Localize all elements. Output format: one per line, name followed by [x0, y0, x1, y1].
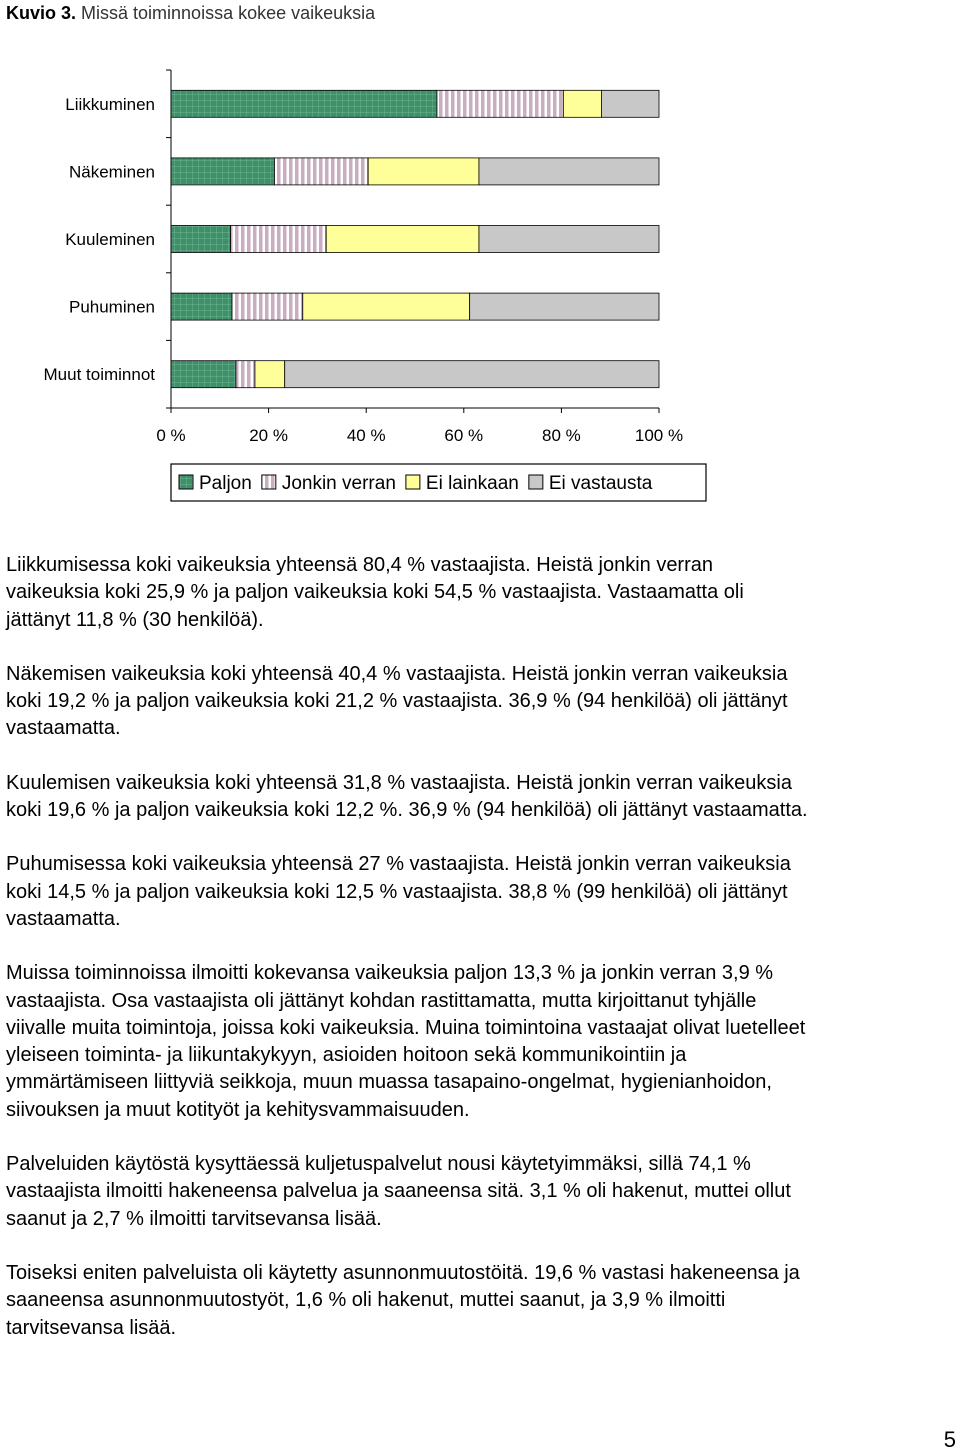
category-label: Muut toiminnot [43, 365, 155, 385]
x-tick-label: 20 % [249, 426, 288, 445]
text-line: vastaajista. Osa vastaajista oli jättänyt kohdan rastittamatta, mutta kirjoittanut tyhjälle [6, 989, 757, 1012]
legend-swatch [262, 475, 276, 489]
paragraph [6, 851, 956, 933]
text-line: Puhumisessa koki vaikeuksia yhteensä 27 % vastaajista. Heistä jonkin verran vaikeuksia [6, 853, 791, 876]
text-line: vastaamatta. [6, 907, 121, 930]
bar-segment [232, 293, 303, 320]
text-line: koki 19,6 % ja paljon vaikeuksia koki 12,2 %. 36,9 % (94 henkilöä) oli jättänyt vastaamatta. [6, 799, 808, 822]
bar-segment [479, 226, 659, 253]
bar-segment [255, 361, 285, 388]
text-line: jättänyt 11,8 % (30 henkilöä). [6, 608, 264, 631]
text-line: Liikkumisessa koki vaikeuksia yhteensä 80,4 % vastaajista. Heistä jonkin verran [6, 554, 714, 576]
text-line: Palveluiden käytöstä kysyttäessä kuljetuspalvelut nousi käytetyimmäksi, sillä 74,1 % [6, 1153, 751, 1176]
category-label: Puhuminen [68, 297, 155, 317]
chart-bars [171, 90, 659, 387]
x-tick-label: 0 % [156, 426, 186, 445]
bar-segment [326, 226, 479, 253]
bar-segment [171, 293, 232, 320]
category-label: Näkeminen [69, 162, 155, 182]
x-tick-label: 80 % [542, 426, 581, 445]
figure-title: Missä toiminnoissa kokee vaikeuksia [81, 3, 376, 23]
bar-segment [601, 90, 659, 117]
legend-label: Ei vastausta [548, 473, 653, 494]
legend-swatch [179, 475, 193, 489]
legend-label: Paljon [199, 473, 252, 494]
x-tick-label: 60 % [444, 426, 484, 445]
bar-segment [171, 90, 437, 117]
figure-caption [6, 3, 375, 24]
text-line: vaikeuksia koki 25,9 % ja paljon vaikeuksia koki 54,5 % vastaajista. Vastaamatta oli [6, 581, 744, 604]
paragraph [6, 1151, 956, 1233]
legend-label: Ei lainkaan [425, 473, 519, 494]
chart-legend [171, 464, 706, 501]
bar-segment [236, 361, 255, 388]
figure-label: Kuvio 3. [6, 3, 77, 23]
paragraph [6, 661, 956, 743]
text-line: Toiseksi eniten palveluista oli käytetty asunnonmuutostöitä. 19,6 % vastasi hakeneensa ja [6, 1261, 800, 1284]
bar-segment [231, 226, 327, 253]
bar-segment [470, 293, 659, 320]
x-tick-label: 40 % [346, 426, 386, 445]
bar-segment [274, 158, 368, 185]
text-line: saanut ja 2,7 % ilmoitti tarvitsevansa lisää. [6, 1207, 382, 1230]
bar-segment [285, 361, 659, 388]
paragraph [6, 1260, 956, 1342]
text-line: vastaajista ilmoitti hakeneensa palvelua ja saaneensa sitä. 3,1 % oli hakenut, muttei ollut [6, 1180, 791, 1203]
stacked-bar-chart [0, 40, 720, 510]
bar-segment [563, 90, 601, 117]
text-line: siivouksen ja muut kotityöt ja kehitysvammaisuuden. [6, 1098, 470, 1121]
chart-labels [44, 95, 684, 445]
bar-segment [479, 158, 659, 185]
legend-label: Jonkin verran [281, 473, 396, 494]
text-line: Muissa toiminnoissa ilmoitti kokevansa vaikeuksia paljon 13,3 % ja jonkin verran 3,9 % [6, 962, 774, 985]
bar-segment [171, 158, 274, 185]
text-line: ymmärtämiseen liittyviä seikkoja, muun muassa tasapaino-ongelmat, hygienianhoidon, [6, 1071, 772, 1094]
text-line: tarvitsevansa lisää. [6, 1316, 177, 1339]
text-line: Näkemisen vaikeuksia koki yhteensä 40,4 % vastaajista. Heistä jonkin verran vaikeuksia [6, 662, 788, 685]
bar-segment [368, 158, 479, 185]
legend-swatch [529, 475, 543, 489]
text-line: Kuulemisen vaikeuksia koki yhteensä 31,8 % vastaajista. Heistä jonkin verran vaikeuksia [6, 771, 792, 794]
category-label: Kuuleminen [65, 230, 155, 249]
text-line: viivalle muita toimintoja, joissa koki vaikeuksia. Muina toimintoina vastaajat olivat luetelleet [6, 1016, 806, 1039]
bar-segment [171, 361, 236, 388]
bar-segment [171, 226, 231, 253]
bar-segment [437, 90, 563, 117]
paragraph [6, 960, 956, 1124]
page-number: 5 [943, 1427, 956, 1452]
paragraph [6, 770, 956, 825]
text-line: vastaamatta. [6, 717, 121, 740]
text-line: saaneensa asunnonmuutostyöt, 1,6 % oli hakenut, muttei saanut, ja 3,9 % ilmoitti [6, 1289, 726, 1312]
x-tick-label: 100 % [634, 426, 684, 445]
category-label: Liikkuminen [65, 94, 155, 114]
paragraph [6, 552, 956, 634]
text-line: koki 14,5 % ja paljon vaikeuksia koki 12,5 % vastaajista. 38,8 % (99 henkilöä) oli jättänyt [6, 880, 788, 903]
bar-segment [303, 293, 470, 320]
text-line: koki 19,2 % ja paljon vaikeuksia koki 21,2 % vastaajista. 36,9 % (94 henkilöä) oli jättänyt [6, 690, 788, 713]
legend-swatch [406, 475, 420, 489]
body-text [6, 552, 956, 1369]
text-line: yleiseen toiminta- ja liikuntakykyyn, asioiden hoitoon sekä kommunikointiin ja [6, 1044, 687, 1067]
